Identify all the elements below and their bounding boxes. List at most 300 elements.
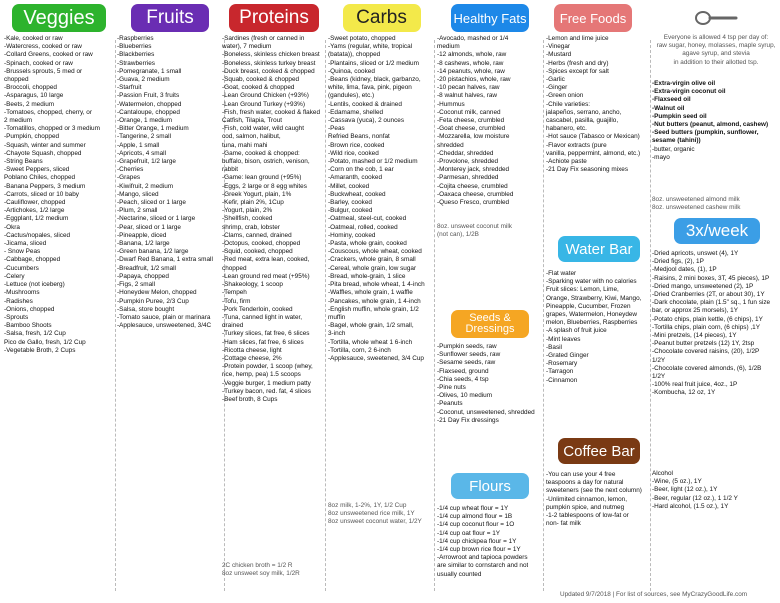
coffee-item: non- fat milk xyxy=(546,520,581,528)
veggie-item: -Jicama, sliced xyxy=(4,240,47,248)
veggie-item: -Eggplant, 1/2 medium xyxy=(4,215,69,223)
free-food-item: -Mustard xyxy=(546,51,572,59)
fat-item: -Provolone, shredded xyxy=(437,158,499,166)
protein-item: -Ricotta cheese, light xyxy=(222,346,282,354)
carb-item: -Edamame, shelled xyxy=(328,108,384,116)
protein-item: chopped xyxy=(222,264,247,272)
oil-item: -butter, organic xyxy=(652,145,695,153)
protein-item: rabbit xyxy=(222,166,238,174)
carb-note-line: 8oz milk, 1-2%, 1Y, 1/2 Cup xyxy=(328,502,407,509)
fat-item: -Queso Fresco, crumbled xyxy=(437,199,510,207)
fruit-item: -Cherries xyxy=(117,166,144,174)
veggie-item: -Lettuce (not iceberg) xyxy=(4,281,65,289)
free-food-item: cascabel, pasilla, guajillo, xyxy=(546,117,619,125)
fat-item: -Mozzarella, low moisture xyxy=(437,133,510,141)
oil-item: sesame (tahini)) xyxy=(652,137,701,145)
protein-item: -Tempeh xyxy=(222,289,247,297)
fat-item: -14 peanuts, whole, raw xyxy=(437,67,505,75)
free-food-item: -Chile varieties: xyxy=(546,100,591,108)
veggie-item: -Tomatoes, chopped, cherry, or xyxy=(4,108,92,116)
alcohol-list xyxy=(652,470,738,511)
carb-item: -Applesauce, sweetened, 3/4 Cup xyxy=(328,354,424,362)
fat-item: -Monterey jack, shredded xyxy=(437,166,510,174)
fruit-item: -Tangerine, 2 small xyxy=(117,133,171,141)
fruit-item: -Blackberries xyxy=(117,51,155,59)
fruit-item: -Grapefruit, 1/2 large xyxy=(117,158,176,166)
veggie-item: -Bamboo Shoots xyxy=(4,322,52,330)
protein-item: -Shellfish, cooked xyxy=(222,215,273,223)
seed-item: -Peanuts xyxy=(437,400,463,408)
coffee-item: -1-2 tablespoons of low-fat or xyxy=(546,512,629,520)
veggie-item: -Salsa, fresh, 1/2 Cup xyxy=(4,330,66,338)
proteins-header: Proteins xyxy=(229,4,319,32)
flours-header: Flours xyxy=(451,473,529,499)
protein-item: rice, hemp, pea) 1.5 scoops xyxy=(222,371,301,379)
veggie-item: - Snow Peas xyxy=(4,248,41,256)
carb-item: -Pasta, whole grain, cooked xyxy=(328,240,407,248)
sweetener-note-line: raw sugar, honey, molasses, maple syrup, xyxy=(656,42,776,50)
fruit-item: -Honeydew Melon, chopped xyxy=(117,289,197,297)
three-times-week-header: 3x/week xyxy=(674,218,760,244)
protein-item: water), 7 medium xyxy=(222,43,272,51)
water-item: -Flat water xyxy=(546,270,577,277)
coffee-bar-list xyxy=(546,471,642,528)
carbs-header: Carbs xyxy=(343,4,421,32)
carb-item: -Cassava (yuca), 2 ounces xyxy=(328,117,405,125)
sweetener-note-line: Everyone is allowed 4 tsp per day of: xyxy=(663,34,769,41)
water-item: -A splash of fruit juice xyxy=(546,327,607,335)
protein-item: shrimp, crab, lobster xyxy=(222,223,280,231)
protein-item: -Tofu, firm xyxy=(222,297,251,305)
sweetener-note xyxy=(652,34,780,67)
water-bar-header: Water Bar xyxy=(558,236,640,262)
water-item: Fruit slices: Lemon, Lime, xyxy=(546,286,619,294)
water-item: -Grated Ginger xyxy=(546,352,589,360)
protein-item: -Squid, cooked, chopped xyxy=(222,248,293,256)
treat-item: -Dried mango, unsweetened (2), 1P xyxy=(652,282,754,290)
divider xyxy=(115,40,116,591)
fruit-item: -Strawberries xyxy=(117,59,155,67)
protein-item: tuna, mahi mahi xyxy=(222,141,268,149)
fat-item: -Cojita cheese, crumbled xyxy=(437,182,508,190)
carb-item: -Corn on the cob, 1 ear xyxy=(328,166,394,174)
oil-item: -mayo xyxy=(652,153,670,161)
seed-item: -Olives, 10 medium xyxy=(437,392,493,400)
protein-item: drained xyxy=(222,322,244,330)
fruit-item: -Apple, 1 small xyxy=(117,141,160,149)
protein-item: Catfish, Tilapia, Trout xyxy=(222,117,283,125)
water-item: -Basil xyxy=(546,343,562,351)
proteins-list xyxy=(222,35,326,404)
protein-item: -Duck breast, cooked & chopped xyxy=(222,67,315,75)
flour-item: -1/4 cup wheat flour = 1Y xyxy=(437,505,509,512)
healthy-fats-list xyxy=(437,35,543,207)
sweetener-note-line: agave syrup, and stevia xyxy=(682,50,750,58)
fat-item: -Goat cheese, crumbled xyxy=(437,125,506,133)
treat-item: -Kombucha, 12 oz, 1Y xyxy=(652,389,716,397)
treat-item: -100% real fruit juice, 4oz., 1P xyxy=(652,381,738,389)
fruits-list xyxy=(117,35,223,330)
veggie-item: -Mushrooms xyxy=(4,289,40,297)
treat-item: bar, or approx 25 morsels), 1Y xyxy=(652,307,738,315)
free-food-item: -Flavor extracts (pure xyxy=(546,141,607,149)
flour-item: usually counted xyxy=(437,570,482,578)
flour-item: -1/4 cup almond flour = 1B xyxy=(437,513,513,521)
coffee-item: teaspoons a day for natural xyxy=(546,479,624,487)
fruit-item: -Pumpkin Puree, 2/3 Cup xyxy=(117,297,189,305)
veggie-item: -Kale, cooked or raw xyxy=(4,35,63,42)
carb-item: -Quinoa, cooked xyxy=(328,67,375,75)
oil-item: -Seed butters (pumpkin, sunflower, xyxy=(652,129,759,137)
fruit-item: -Apricots, 4 small xyxy=(117,149,167,157)
protein-item: -Tuna, canned light in water, xyxy=(222,313,303,321)
flour-item: -1/4 cup chickpea flour = 1Y xyxy=(437,537,517,545)
seed-item: -Pine nuts xyxy=(437,384,466,392)
water-item: melon, Blueberries, Raspberries xyxy=(546,319,638,327)
protein-item: -Lean Ground Chicken (+93%) xyxy=(222,92,309,100)
proteins-column xyxy=(222,0,326,603)
veggie-item: -Watercress, cooked or raw xyxy=(4,43,82,51)
divider xyxy=(650,40,651,591)
oil-item: -Extra-virgin olive oil xyxy=(652,80,716,87)
veggies-header: Veggies xyxy=(12,4,106,32)
veggie-item: -Onions, chopped xyxy=(4,305,55,313)
treat-item: 1/2Y xyxy=(652,356,666,364)
seeds-header: Seeds & Dressings xyxy=(451,310,529,338)
carb-note-line: 8oz unsweetened rice milk, 1Y xyxy=(328,510,415,518)
carb-item: -Bulgur, cooked xyxy=(328,207,373,215)
protein-item: -Pork Tenderloin, cooked xyxy=(222,305,293,313)
fat-item: -20 pistachios, whole, raw xyxy=(437,76,511,84)
coffee-bar-header: Coffee Bar xyxy=(558,438,640,464)
treat-item: -Dried Cranberries (2T, or about 30), 1Y xyxy=(652,291,765,299)
water-item: grapes, Watermelon, Honeydew xyxy=(546,311,638,319)
fruit-item: -Papaya, chopped xyxy=(117,272,169,280)
veggie-item: -Brussels sprouts, 5 med or xyxy=(4,67,83,75)
coffee-item: -Unlimited cinnamon, lemon, xyxy=(546,495,627,503)
free-foods-list xyxy=(546,35,650,174)
veggie-item: 2 medium xyxy=(4,117,33,125)
veggie-item: -Broccoli, chopped xyxy=(4,84,57,92)
veggie-item: -String Beans xyxy=(4,158,43,166)
veggie-item: -Sprouts xyxy=(4,313,29,321)
protein-item: -Game: lean ground (+95%) xyxy=(222,174,302,182)
free-food-item: -Green onion xyxy=(546,92,584,100)
water-item: -Tarragon xyxy=(546,368,574,376)
veggie-item: -Pumpkin, chopped xyxy=(4,133,60,141)
treat-item: -Potato chips, plain kettle, (6 chips), 1Y xyxy=(652,315,763,323)
veggie-item: -Tomatillos, chopped or 3 medium xyxy=(4,125,100,133)
veggie-item: Pico de Gallo, fresh, 1/2 Cup xyxy=(4,338,86,346)
protein-item: -Cottage cheese, 2% xyxy=(222,354,282,362)
carbs-note xyxy=(328,502,422,527)
seed-item: -Sunflower seeds, raw xyxy=(437,351,501,359)
protein-item: -Boneless, skinless chicken breast xyxy=(222,51,320,59)
fruit-item: -Pear, sliced or 1 large xyxy=(117,223,181,231)
free-food-item: -Spices except for salt xyxy=(546,67,609,75)
protein-item: -Sardines (fresh or canned in xyxy=(222,35,305,42)
fruit-item: -Orange, 1 medium xyxy=(117,117,173,125)
carb-item: -Lentils, cooked & drained xyxy=(328,100,402,108)
carb-item: -Amaranth, cooked xyxy=(328,174,382,182)
veggie-item: -Cucumbers xyxy=(4,264,39,272)
fruit-item: -Guava, 2 medium xyxy=(117,76,170,84)
fat-note-line: (not can), 1/2B xyxy=(437,231,479,239)
water-item: -Mint leaves xyxy=(546,335,581,343)
protein-item: -Greek Yogurt, plain, 1% xyxy=(222,190,292,198)
protein-item: -Protein powder, 1 scoop (whey, xyxy=(222,363,313,371)
treat-item: -Peanut butter pretzels (12) 1Y, 2tsp xyxy=(652,340,755,348)
protein-item: -Turkey bacon, red. fat, 4 slices xyxy=(222,387,311,395)
alcohol-item: -Wine, (5 oz.), 1Y xyxy=(652,478,702,486)
water-item: Orange, Strawberry, Kiwi, Mango, xyxy=(546,294,642,302)
carb-item: Refried Beans, nonfat xyxy=(328,133,390,141)
fat-item: -Parmesan, shredded xyxy=(437,174,499,182)
protein-item: -Goat, cooked & chopped xyxy=(222,84,295,92)
carb-item: -Hominy, cooked xyxy=(328,231,376,239)
fruit-item: -Mango, sliced xyxy=(117,190,159,198)
fruits-header: Fruits xyxy=(131,4,209,32)
treat-item: 1/2Y xyxy=(652,373,666,381)
fat-item: -10 pecan halves, raw xyxy=(437,84,500,92)
veggie-item: -Banana Peppers, 3 medium xyxy=(4,182,86,190)
treat-item: -Mini pretzels, (14 pieces), 1Y xyxy=(652,332,737,340)
fruit-item: -Applesauce, unsweetened, 3/4C xyxy=(117,322,212,330)
carb-item: (gandules), etc.) xyxy=(328,92,375,100)
protein-item: -Octopus, cooked, chopped xyxy=(222,240,301,248)
fruit-item: -Pineapple, diced xyxy=(117,231,167,239)
carb-item: -Oatmeal, steel-cut, cooked xyxy=(328,215,407,223)
carb-item: -Yams (regular, white, tropical xyxy=(328,43,413,51)
veggie-item: chopped xyxy=(4,76,29,84)
seed-item: -Chia seeds, 4 tsp xyxy=(437,375,489,383)
seed-item: -21 Day Fix dressings xyxy=(437,416,499,424)
treat-item: -Chocolate covered almonds, (6), 1/2B xyxy=(652,364,762,372)
carb-item: -Plantains, sliced or 1/2 medium xyxy=(328,59,419,67)
protein-item: -Boneless, skinless turkey breast xyxy=(222,59,316,67)
free-food-item: -Achiote paste xyxy=(546,158,587,166)
carb-item: (batata)), chopped xyxy=(328,51,381,59)
protein-item: -Veggie burger, 1 medium patty xyxy=(222,379,311,387)
veggie-item: -Vegetable Broth, 2 Cups xyxy=(4,346,76,354)
treat-item: -Raisins, 2 mini boxes, 3T, 45 pieces), 1P xyxy=(652,274,770,282)
fat-note-line: 8oz. unsweet coconut milk xyxy=(437,223,512,231)
protein-item: -Beef broth, 8 Cups xyxy=(222,395,278,403)
carb-item: -Buckwheat, cooked xyxy=(328,190,386,198)
veggie-item: -Chayote Squash, chopped xyxy=(4,149,82,157)
treat-item: -Tortilla chips, plain corn, (6 chips) ,1Y xyxy=(652,323,760,331)
carb-item: -Tortilla, whole wheat 1 6-inch xyxy=(328,338,413,346)
fat-item: -Avocado, mashed or 1/4 xyxy=(437,35,509,42)
free-food-item: -Garlic xyxy=(546,76,565,84)
free-food-item: -Vinegar xyxy=(546,43,571,51)
flour-item: -1/4 cup coconut flour = 1O xyxy=(437,521,515,529)
carb-item: -Bagel, whole grain, 1/2 small, xyxy=(328,322,414,330)
flour-item: -Arrowroot and tapioca powders xyxy=(437,554,528,562)
protein-item: -Shakeology, 1 scoop xyxy=(222,281,283,289)
fat-item: -Coconut milk, canned xyxy=(437,108,501,116)
coffee-item: -You can use your 4 free xyxy=(546,471,616,478)
fat-item: -8 cashews, whole, raw xyxy=(437,59,504,67)
carbs-list xyxy=(328,35,435,363)
carb-item: -English muffin, whole grain, 1/2 xyxy=(328,305,419,313)
carb-item: -Wild rice, cooked xyxy=(328,149,379,157)
water-item: -Rosemary xyxy=(546,360,578,368)
carb-item: -Brown rice, cooked xyxy=(328,141,385,149)
carb-item: muffin xyxy=(328,313,346,321)
fat-item: -8 walnut halves, raw xyxy=(437,92,498,100)
alcohol-item: Alcohol xyxy=(652,470,673,477)
fat-item: -Feta cheese, crumbled xyxy=(437,117,505,125)
coffee-item: sweeteners (see the next column) xyxy=(546,487,642,495)
free-food-item: -Lemon and lime juice xyxy=(546,35,609,42)
flour-item: -1/4 cup brown rice flour = 1Y xyxy=(437,546,521,554)
carb-item: -Cereal, whole grain, low sugar xyxy=(328,264,417,272)
footer-note: Updated 9/7/2018 | For list of sources, see MyCrazyGoodLife.com xyxy=(560,591,748,598)
carb-item: -Potato, mashed or 1/2 medium xyxy=(328,158,418,166)
oils-list xyxy=(652,80,768,162)
free-food-item: -Ginger xyxy=(546,84,568,92)
coffee-item: pumpkin spice, and nutmeg xyxy=(546,503,625,511)
protein-item: -Kefir, plain 2%, 1Cup xyxy=(222,199,284,207)
protein-item: -Ham slices, fat free, 6 slices xyxy=(222,338,304,346)
protein-item: -Lean ground red meat (+95%) xyxy=(222,272,310,280)
carb-note-line: 8oz unsweet coconut water, 1/2Y xyxy=(328,518,422,526)
proteins-note xyxy=(222,562,300,578)
protein-note-line: 8oz unsweet soy milk, 1/2R xyxy=(222,570,300,578)
seed-item: -Pumpkin seeds, raw xyxy=(437,343,497,350)
free-food-item: -Herbs (fresh and dry) xyxy=(546,59,609,67)
alcohol-item: -Hard alcohol, (1.5 oz.), 1Y xyxy=(652,502,729,510)
carb-item: -Peas xyxy=(328,125,345,133)
fat-item: -Hummus xyxy=(437,100,465,108)
fruit-item: -Kiwifruit, 2 medium xyxy=(117,182,174,190)
fat-item: -12 almonds, whole, raw xyxy=(437,51,507,59)
veggie-item: -Artichokes, 1/2 large xyxy=(4,207,65,215)
carb-item: -Barley, cooked xyxy=(328,199,372,207)
protein-item: -Turkey slices, fat free, 6 slices xyxy=(222,330,310,338)
veggies-column xyxy=(4,0,114,603)
fruit-item: -Pomegranate, 1 small xyxy=(117,67,182,75)
fat-item: -Oaxaca cheese, crumbled xyxy=(437,190,514,198)
oils-note xyxy=(652,196,740,212)
veggie-item: -Beets, 2 medium xyxy=(4,100,55,108)
protein-item: cod, salmon, halibut, xyxy=(222,133,281,141)
veggie-item: -Carrots, sliced or 10 baby xyxy=(4,190,79,198)
oil-item: -Nut butters (peanut, almond, cashew) xyxy=(652,121,769,129)
carb-item: -Crackers, whole grain, 8 small xyxy=(328,256,416,264)
carb-item: -Tortilla, corn, 2 6-inch xyxy=(328,346,391,354)
water-item: -Cinnamon xyxy=(546,376,578,384)
fruits-column xyxy=(117,0,223,603)
free-food-item: -Hot sauce (Tabasco or Mexican) xyxy=(546,133,640,141)
fruit-item: -Plum, 2 small xyxy=(117,207,158,215)
veggies-list xyxy=(4,35,114,355)
sweetener-note-line: in addition to their allotted tsp. xyxy=(673,58,759,66)
free-foods-column xyxy=(546,0,650,603)
oil-item: -Extra-virgin coconut oil xyxy=(652,88,726,96)
healthy-fats-note xyxy=(437,223,543,239)
carb-item: white, lima, fava, pink, pigeon xyxy=(328,84,412,92)
free-food-item: jalapeños, serrano, ancho, xyxy=(546,108,622,116)
carb-item: -Millet, cooked xyxy=(328,182,370,190)
water-item: -Sparking water with no calories xyxy=(546,278,637,286)
fruit-item: -Passion Fruit, 3 fruits xyxy=(117,92,180,100)
carb-item: -Couscous, whole wheat, cooked xyxy=(328,248,422,256)
veggie-item: -Cabbage, chopped xyxy=(4,256,61,264)
veggie-item: Poblano Chiles, chopped xyxy=(4,174,76,182)
carb-item: -Pancakes, whole grain, 1 4-inch xyxy=(328,297,421,305)
alcohol-item: -Beer, regular (12 oz.), 1 1/2 Y xyxy=(652,494,738,502)
flour-item: are similar to cornstarch and not xyxy=(437,562,529,570)
fruit-item: -Salsa, store bought xyxy=(117,305,175,313)
oil-item: -Walnut oil xyxy=(652,104,685,112)
free-food-item: -21 Day Fix seasoning mixes xyxy=(546,166,629,174)
veggie-item: -Spinach, cooked or raw xyxy=(4,59,73,67)
flours-list xyxy=(437,505,528,579)
oil-note-line: 8oz. unsweetened cashew milk xyxy=(652,204,741,212)
protein-item: -Game, cooked & chopped: xyxy=(222,149,300,157)
fruit-item: -Nectarine, sliced or 1 large xyxy=(117,215,196,223)
carb-item: -Beans (kidney, black, garbanzo, xyxy=(328,76,421,84)
spoon-icon xyxy=(694,8,738,28)
treat-item: -Medjool dates, (1), 1P xyxy=(652,266,717,274)
protein-item: -Eggs, 2 large or 8 egg whites xyxy=(222,182,307,190)
oil-note-line: 8oz. unsweetened almond milk xyxy=(652,196,740,203)
veggie-item: -Okra xyxy=(4,223,20,231)
seed-item: -Coconut, unsweetened, shredded xyxy=(437,408,535,416)
divider xyxy=(543,40,544,591)
fruit-item: -Watermelon, chopped xyxy=(117,100,182,108)
veggie-item: -Collard Greens, cooked or raw xyxy=(4,51,93,59)
protein-item: -Red meat, extra lean, cooked, xyxy=(222,256,310,264)
veggie-item: -Sweet Peppers, sliced xyxy=(4,166,70,174)
fruit-item: -Grapes xyxy=(117,174,141,182)
three-times-week-list xyxy=(652,250,770,398)
fruit-item: -Breadfruit, 1/2 small xyxy=(117,264,176,272)
fruit-item: -Dwarf Red Banana, 1 extra small xyxy=(117,256,213,264)
protein-item: -Fish, fresh water, cooked & flaked xyxy=(222,108,321,116)
fruit-item: -Green banana, 1/2 large xyxy=(117,248,189,256)
protein-note-line: 2C chicken broth = 1/2 R xyxy=(222,562,293,569)
extras-column xyxy=(652,0,780,603)
treat-item: -Dried figs, (2), 1P xyxy=(652,258,704,266)
veggie-item: -Cactus/nopales, sliced xyxy=(4,231,71,239)
fat-item: medium xyxy=(437,43,460,51)
free-food-item: vanilla, peppermint, almond, etc.) xyxy=(546,149,641,157)
carb-item: -Oatmeal, rolled, cooked xyxy=(328,223,398,231)
veggie-item: -Radishes xyxy=(4,297,33,305)
fruit-item: -Raspberries xyxy=(117,35,154,42)
free-foods-header: Free Foods xyxy=(554,4,632,32)
flour-item: -1/4 cup oat flour = 1Y xyxy=(437,529,501,537)
protein-item: -Lean Ground Turkey (+93%) xyxy=(222,100,305,108)
free-food-item: habanero, etc. xyxy=(546,125,587,133)
water-item: Pineapple, Cucumber, Frozen xyxy=(546,302,631,310)
protein-item: buffalo, bison, ostrich, venison, xyxy=(222,158,310,166)
fruit-item: -Tomato sauce, plain or marinara xyxy=(117,313,211,321)
protein-item: -Clams, canned, drained xyxy=(222,231,292,239)
seed-item: -Sesame seeds, raw xyxy=(437,359,496,367)
carb-item: -Sweet potato, chopped xyxy=(328,35,396,42)
fat-item: shredded xyxy=(437,141,464,149)
healthy-fats-column xyxy=(437,0,543,603)
carb-item: -Pita bread, whole wheat, 1 4-inch xyxy=(328,281,425,289)
fruit-item: -Banana, 1/2 large xyxy=(117,240,170,248)
carb-item: -Waffles, whole grain, 1 waffle xyxy=(328,289,413,297)
carbs-column xyxy=(328,0,435,603)
protein-item: -Yogurt, plain, 2% xyxy=(222,207,273,215)
